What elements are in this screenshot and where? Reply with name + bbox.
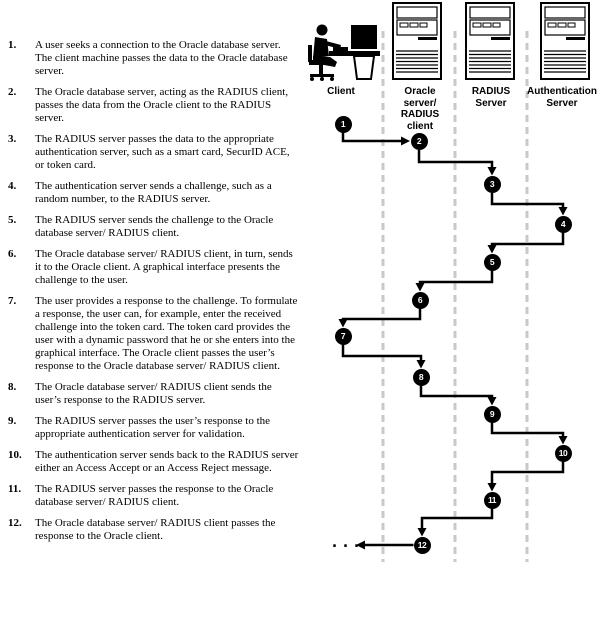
column-label-oracle-server-radius-client: [401, 86, 439, 132]
continuation-ellipsis: ...: [330, 533, 364, 551]
column-label-line: Server: [546, 97, 578, 109]
step-number: 3.: [8, 133, 17, 145]
flow-node-8: 8: [413, 369, 430, 386]
radius-server-icon: [466, 3, 514, 79]
step-text: The RADIUS server passes the user’s response to the appropriate authentication server for validation.: [35, 415, 271, 440]
column-label-line: Authentication: [527, 86, 597, 97]
column-label-line: RADIUS: [471, 86, 511, 97]
step-text: A user seeks a connection to the Oracle database server. The client machine passes the data to the Oracle database server.: [35, 39, 288, 77]
step-text: The RADIUS server passes the response to the Oracle database server/ RADIUS client.: [35, 483, 274, 508]
step-number: 2.: [8, 86, 17, 98]
flow-node-5: 5: [484, 254, 501, 271]
flow-node-4: 4: [555, 216, 572, 233]
flow-node-11: 11: [484, 492, 501, 509]
flow-node-2: 2: [411, 133, 428, 150]
step-text: The authentication server sends back to the RADIUS server either an Access Accept or an Access Reject message.: [35, 449, 299, 474]
step-text: The Oracle database server/ RADIUS client, in turn, sends it to the Oracle client. A graphical interface presents the challenge to the user.: [35, 248, 293, 286]
flow-arrowheads: [339, 137, 568, 550]
step-text: The user provides a response to the challenge. To formulate a response, the user can, for example, enter the received challenge into the token card. The token card provides the user with a dynamic password that he or she enters into the graphical interface. The Oracle client passes the user’s response to the Oracle database server/ RADIUS client.: [35, 295, 298, 372]
column-label-line: Oracle: [404, 86, 436, 97]
step-text: The authentication server sends a challenge, such as a random number, to the RADIUS server.: [35, 180, 272, 205]
step-number: 4.: [8, 180, 17, 192]
step-number: 12.: [8, 517, 22, 529]
auth-server-icon: [541, 3, 589, 79]
column-label-line: client: [406, 120, 434, 132]
step-number: 1.: [8, 39, 17, 51]
flow-node-12: 12: [414, 537, 431, 554]
step-number: 6.: [8, 248, 17, 260]
step-text: The Oracle database server, acting as the RADIUS client, passes the data from the Oracle client to the RADIUS server.: [35, 86, 289, 124]
step-number: 8.: [8, 381, 17, 393]
step-number: 10.: [8, 449, 22, 461]
step-text: The RADIUS server sends the challenge to the Oracle database server/ RADIUS client.: [35, 214, 274, 239]
column-label-radius-server: [472, 86, 510, 109]
column-label-line: server/: [403, 97, 437, 109]
flow-node-10: 10: [555, 445, 572, 462]
step-text: The Oracle database server/ RADIUS client passes the response to the Oracle client.: [35, 517, 276, 542]
flow-node-7: 7: [335, 328, 352, 345]
flow-node-1: 1: [335, 116, 352, 133]
step-text: The Oracle database server/ RADIUS client sends the user’s response to the RADIUS server.: [35, 381, 272, 406]
flow-node-3: 3: [484, 176, 501, 193]
step-number: 7.: [8, 295, 17, 307]
step-number: 11.: [8, 483, 22, 495]
step-number: 5.: [8, 214, 17, 226]
step-number: 9.: [8, 415, 17, 427]
flow-node-9: 9: [484, 406, 501, 423]
step-text: The RADIUS server passes the data to the appropriate authentication server, such as a smart card, SecurID ACE, or token card.: [35, 133, 290, 171]
client-icon: [308, 25, 380, 82]
flow-node-6: 6: [412, 292, 429, 309]
oracle-server-icon: [393, 3, 441, 79]
column-label-authentication-server: [527, 86, 597, 109]
column-label-line: Server: [475, 97, 507, 109]
flow-arrows: [343, 133, 563, 546]
column-label-client: [327, 86, 355, 98]
column-label-line: RADIUS: [400, 109, 440, 120]
column-label-line: Client: [327, 86, 355, 97]
